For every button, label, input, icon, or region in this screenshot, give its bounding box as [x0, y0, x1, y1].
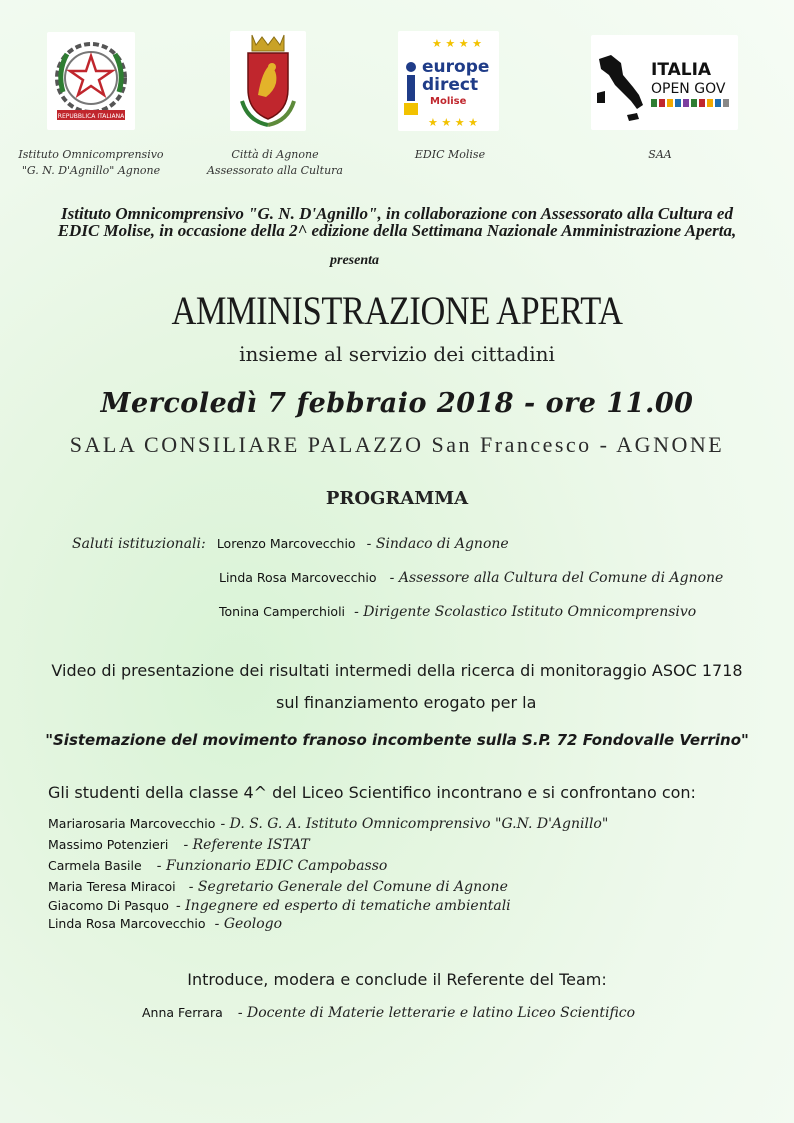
- svg-text:★ ★ ★ ★: ★ ★ ★ ★: [432, 37, 482, 50]
- guest-row: [48, 913, 282, 932]
- saluti-role: - Assessore alla Cultura del Comune di Agnone: [389, 570, 724, 586]
- guest-name: Linda Rosa Marcovecchio: [48, 916, 206, 931]
- caption-line: Istituto Omnicomprensivo: [18, 148, 164, 161]
- svg-text:★ ★ ★ ★: ★ ★ ★ ★: [428, 116, 478, 129]
- guest-name: Mariarosaria Marcovecchio: [48, 816, 216, 831]
- logo-caption-1: [0, 147, 182, 179]
- guest-name: Giacomo Di Pasquo: [48, 898, 169, 913]
- guest-row: [48, 895, 511, 914]
- logo-caption-2: [190, 147, 360, 179]
- agnone-coat-of-arms-logo: [230, 31, 306, 131]
- logo-caption-4: [600, 147, 720, 163]
- guest-row: [48, 813, 608, 832]
- students-intro: Gli studenti della classe 4^ del Liceo Scientifico incontrano e si confrontano con:: [48, 783, 696, 802]
- programma-heading: PROGRAMMA: [325, 488, 469, 509]
- video-line-1: Video di presentazione dei risultati intermedi della ricerca di monitoraggio ASOC 1718: [51, 661, 743, 680]
- caption-line: EDIC Molise: [414, 148, 486, 161]
- saluti-row-3: [219, 601, 696, 620]
- saluti-row-1: [72, 533, 509, 552]
- saluti-role: - Dirigente Scolastico Istituto Omnicomprensivo: [354, 604, 697, 620]
- open-gov-text-2: OPEN GOV: [651, 81, 726, 97]
- saluti-label: Saluti istituzionali:: [72, 536, 206, 552]
- intro-line-1: Istituto Omnicomprensivo "G. N. D'Agnillo", in collaborazione con Assessorato alla Cultura ed: [61, 204, 733, 223]
- caption-line: "G. N. D'Agnillo" Agnone: [21, 164, 161, 177]
- eu-text-1: europe: [422, 57, 490, 77]
- guest-row: [48, 855, 387, 874]
- intro-line-2: EDIC Molise, in occasione della 2^ edizione della Settimana Nazionale Amministrazione Aperta,: [57, 221, 737, 240]
- open-gov-text-1: ITALIA: [651, 60, 712, 80]
- page-subtitle: insieme al servizio dei cittadini: [239, 342, 555, 366]
- guest-name: Carmela Basile: [48, 858, 142, 873]
- moderator-intro: Introduce, modera e conclude il Referente del Team:: [187, 970, 607, 989]
- event-date: Mercoledì 7 febbraio 2018 - ore 11.00: [100, 388, 694, 419]
- saluti-name: Lorenzo Marcovecchio: [216, 536, 356, 551]
- guest-role: - Geologo: [214, 916, 283, 932]
- guest-role: - Segretario Generale del Comune di Agnone: [188, 879, 508, 895]
- italia-open-gov-logo: [591, 35, 738, 130]
- guest-role: - Referente ISTAT: [183, 837, 310, 853]
- presenta-label: presenta: [330, 253, 379, 268]
- moderator-row: [142, 1002, 635, 1021]
- guest-name: Massimo Potenzieri: [48, 837, 169, 852]
- saluti-name: Tonina Camperchioli: [219, 604, 346, 619]
- moderator-name: Anna Ferrara: [142, 1005, 223, 1020]
- video-line-2: sul finanziamento erogato per la: [276, 693, 537, 712]
- repubblica-emblem-logo: [47, 32, 135, 130]
- guest-role: - Funzionario EDIC Campobasso: [156, 858, 388, 874]
- eu-text-2: direct: [422, 75, 479, 95]
- guest-role: - D. S. G. A. Istituto Omnicomprensivo "G.N. D'Agnillo": [220, 816, 609, 832]
- video-project-title: "Sistemazione del movimento franoso incombente sulla S.P. 72 Fondovalle Verrino": [45, 731, 749, 749]
- saluti-row-2: [219, 567, 723, 586]
- emblem-text: REPUBBLICA ITALIANA: [57, 113, 125, 120]
- caption-line: Assessorato alla Cultura: [206, 164, 343, 177]
- guest-row: [48, 876, 508, 895]
- guest-role: - Ingegnere ed esperto di tematiche ambientali: [175, 898, 511, 914]
- saluti-role: - Sindaco di Agnone: [366, 536, 509, 552]
- guest-row: [48, 834, 310, 853]
- eu-text-3: Molise: [430, 96, 467, 107]
- event-place: SALA CONSILIARE PALAZZO San Francesco - AGNONE: [69, 432, 725, 457]
- caption-line: Città di Agnone: [231, 148, 319, 161]
- saluti-name: Linda Rosa Marcovecchio: [219, 570, 377, 585]
- logo-caption-3: [390, 147, 510, 163]
- moderator-role: - Docente di Materie letterarie e latino Liceo Scientifico: [237, 1005, 636, 1021]
- europe-direct-logo: [398, 31, 499, 131]
- caption-line: SAA: [648, 148, 672, 161]
- page-title: AMMINISTRAZIONE APERTA: [171, 288, 623, 333]
- guest-name: Maria Teresa Miracoi: [48, 879, 176, 894]
